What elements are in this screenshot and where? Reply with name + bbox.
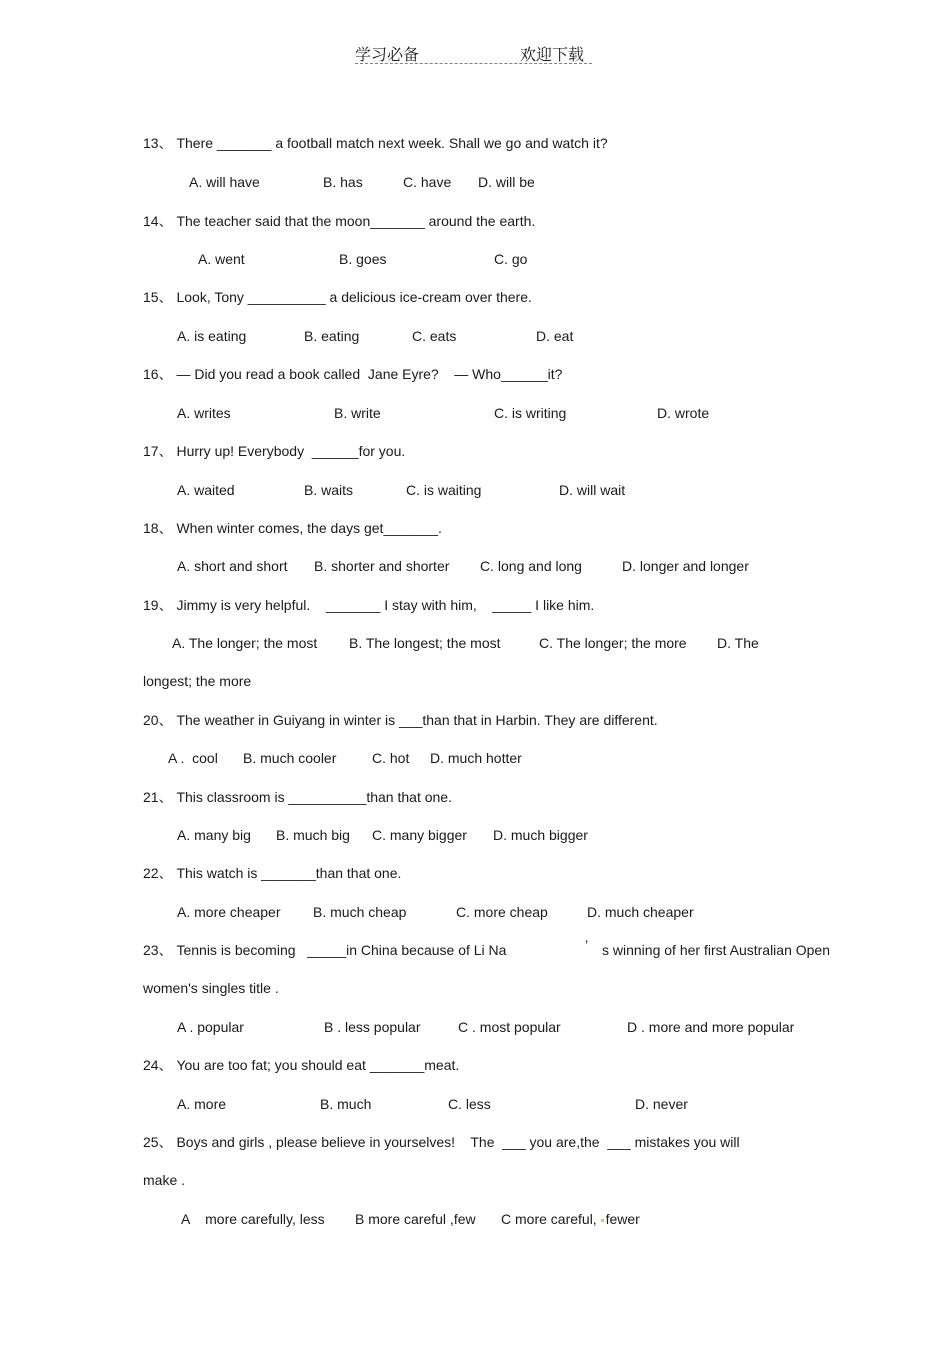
question-19-option-b: B. The longest; the most [349, 635, 501, 651]
question-20-option-a: A . cool [168, 750, 218, 766]
question-15-option-d: D. eat [536, 328, 574, 344]
question-18-option-a: A. short and short [177, 558, 288, 574]
question-25-stem: 25、 Boys and girls , please believe in yourselves! The ___ you are,the ___ mistakes you will [143, 1134, 740, 1150]
question-13-option-b: B. has [323, 174, 363, 190]
header-left-text: 学习必备 [355, 45, 420, 64]
question-20-stem: 20、 The weather in Guiyang in winter is ___than that in Harbin. They are different. [143, 712, 658, 728]
page-header [355, 42, 595, 68]
question-21-option-d: D. much bigger [493, 827, 588, 843]
question-22-option-d: D. much cheaper [587, 904, 694, 920]
question-24-option-c: C. less [448, 1096, 491, 1112]
question-24-option-d: D. never [635, 1096, 688, 1112]
question-23-option-c: C . most popular [458, 1019, 561, 1035]
question-14-option-a: A. went [198, 251, 245, 267]
question-19-option-c: C. The longer; the more [539, 635, 687, 651]
question-18-option-b: B. shorter and shorter [314, 558, 450, 574]
question-18-stem: 18、 When winter comes, the days get_______. [143, 520, 442, 536]
question-15-option-a: A. is eating [177, 328, 247, 344]
question-23-stem-continuation: women's singles title . [143, 980, 279, 996]
question-16-option-c: C. is writing [494, 405, 567, 421]
question-19-option-d: D. The [717, 635, 759, 651]
question-14-option-b: B. goes [339, 251, 387, 267]
question-15-stem: 15、 Look, Tony __________ a delicious ice-cream over there. [143, 289, 532, 305]
question-15-option-b: B. eating [304, 328, 360, 344]
question-19-option-d-continuation: longest; the more [143, 673, 252, 689]
question-13-option-a: A. will have [189, 174, 260, 190]
question-23-option-a: A . popular [177, 1019, 244, 1035]
question-19-stem: 19、 Jimmy is very helpful. _______ I stay with him, _____ I like him. [143, 597, 595, 613]
question-22-option-b: B. much cheap [313, 904, 407, 920]
question-21-option-a: A. many big [177, 827, 251, 843]
question-25-option-b: B more careful ,few [355, 1211, 476, 1227]
question-20-option-c: C. hot [372, 750, 410, 766]
question-14-stem: 14、 The teacher said that the moon_______ around the earth. [143, 213, 536, 229]
question-13-option-d: D. will be [478, 174, 535, 190]
question-18-option-c: C. long and long [480, 558, 582, 574]
question-17-option-c: C. is waiting [406, 482, 482, 498]
question-17-stem: 17、 Hurry up! Everybody ______for you. [143, 443, 406, 459]
header-dashed-rule [355, 63, 592, 64]
question-15-option-c: C. eats [412, 328, 457, 344]
question-20-option-b: B. much cooler [243, 750, 337, 766]
question-22-option-c: C. more cheap [456, 904, 548, 920]
header-right-text: 欢迎下载 [520, 45, 585, 64]
question-13-option-c: C. have [403, 174, 452, 190]
question-13-stem: 13、 There _______ a football match next week. Shall we go and watch it? [143, 135, 608, 151]
question-25-option-c-label: C more careful, [501, 1211, 597, 1227]
question-19-option-a: A. The longer; the most [172, 635, 318, 651]
question-23-option-d: D . more and more popular [627, 1019, 795, 1035]
question-22-stem: 22、 This watch is _______than that one. [143, 865, 402, 881]
question-24-option-b: B. much [320, 1096, 372, 1112]
question-23-stem: 23、 Tennis is becoming _____in China because of Li Na [143, 942, 507, 958]
question-17-option-a: A. waited [177, 482, 235, 498]
question-22-option-a: A. more cheaper [177, 904, 281, 920]
question-17-option-b: B. waits [304, 482, 354, 498]
question-23-option-b: B . less popular [324, 1019, 421, 1035]
question-20-option-d: D. much hotter [430, 750, 522, 766]
question-21-stem: 21、 This classroom is __________than that one. [143, 789, 452, 805]
question-18-option-d: D. longer and longer [622, 558, 749, 574]
question-24-option-a: A. more [177, 1096, 227, 1112]
question-21-option-c: C. many bigger [372, 827, 467, 843]
question-25-option-c [501, 1210, 640, 1228]
question-16-stem: 16、 — Did you read a book called Jane Eyre? — Who______it? [143, 366, 563, 382]
question-23-apostrophe: ’ [585, 937, 589, 953]
question-16-option-a: A. writes [177, 405, 231, 421]
question-24-stem: 24、 You are too fat; you should eat _______meat. [143, 1057, 460, 1073]
question-14-option-c: C. go [494, 251, 528, 267]
stray-dot-mark [601, 1219, 604, 1222]
question-25-option-c-tail: fewer [605, 1211, 640, 1227]
question-23-stem-tail: s winning of her first Australian Open [602, 942, 831, 958]
question-16-option-d: D. wrote [657, 405, 710, 421]
question-25-stem-continuation: make . [143, 1172, 186, 1188]
question-21-option-b: B. much big [276, 827, 350, 843]
question-25-option-a: A more carefully, less [181, 1211, 325, 1227]
question-16-option-b: B. write [334, 405, 381, 421]
question-17-option-d: D. will wait [559, 482, 626, 498]
